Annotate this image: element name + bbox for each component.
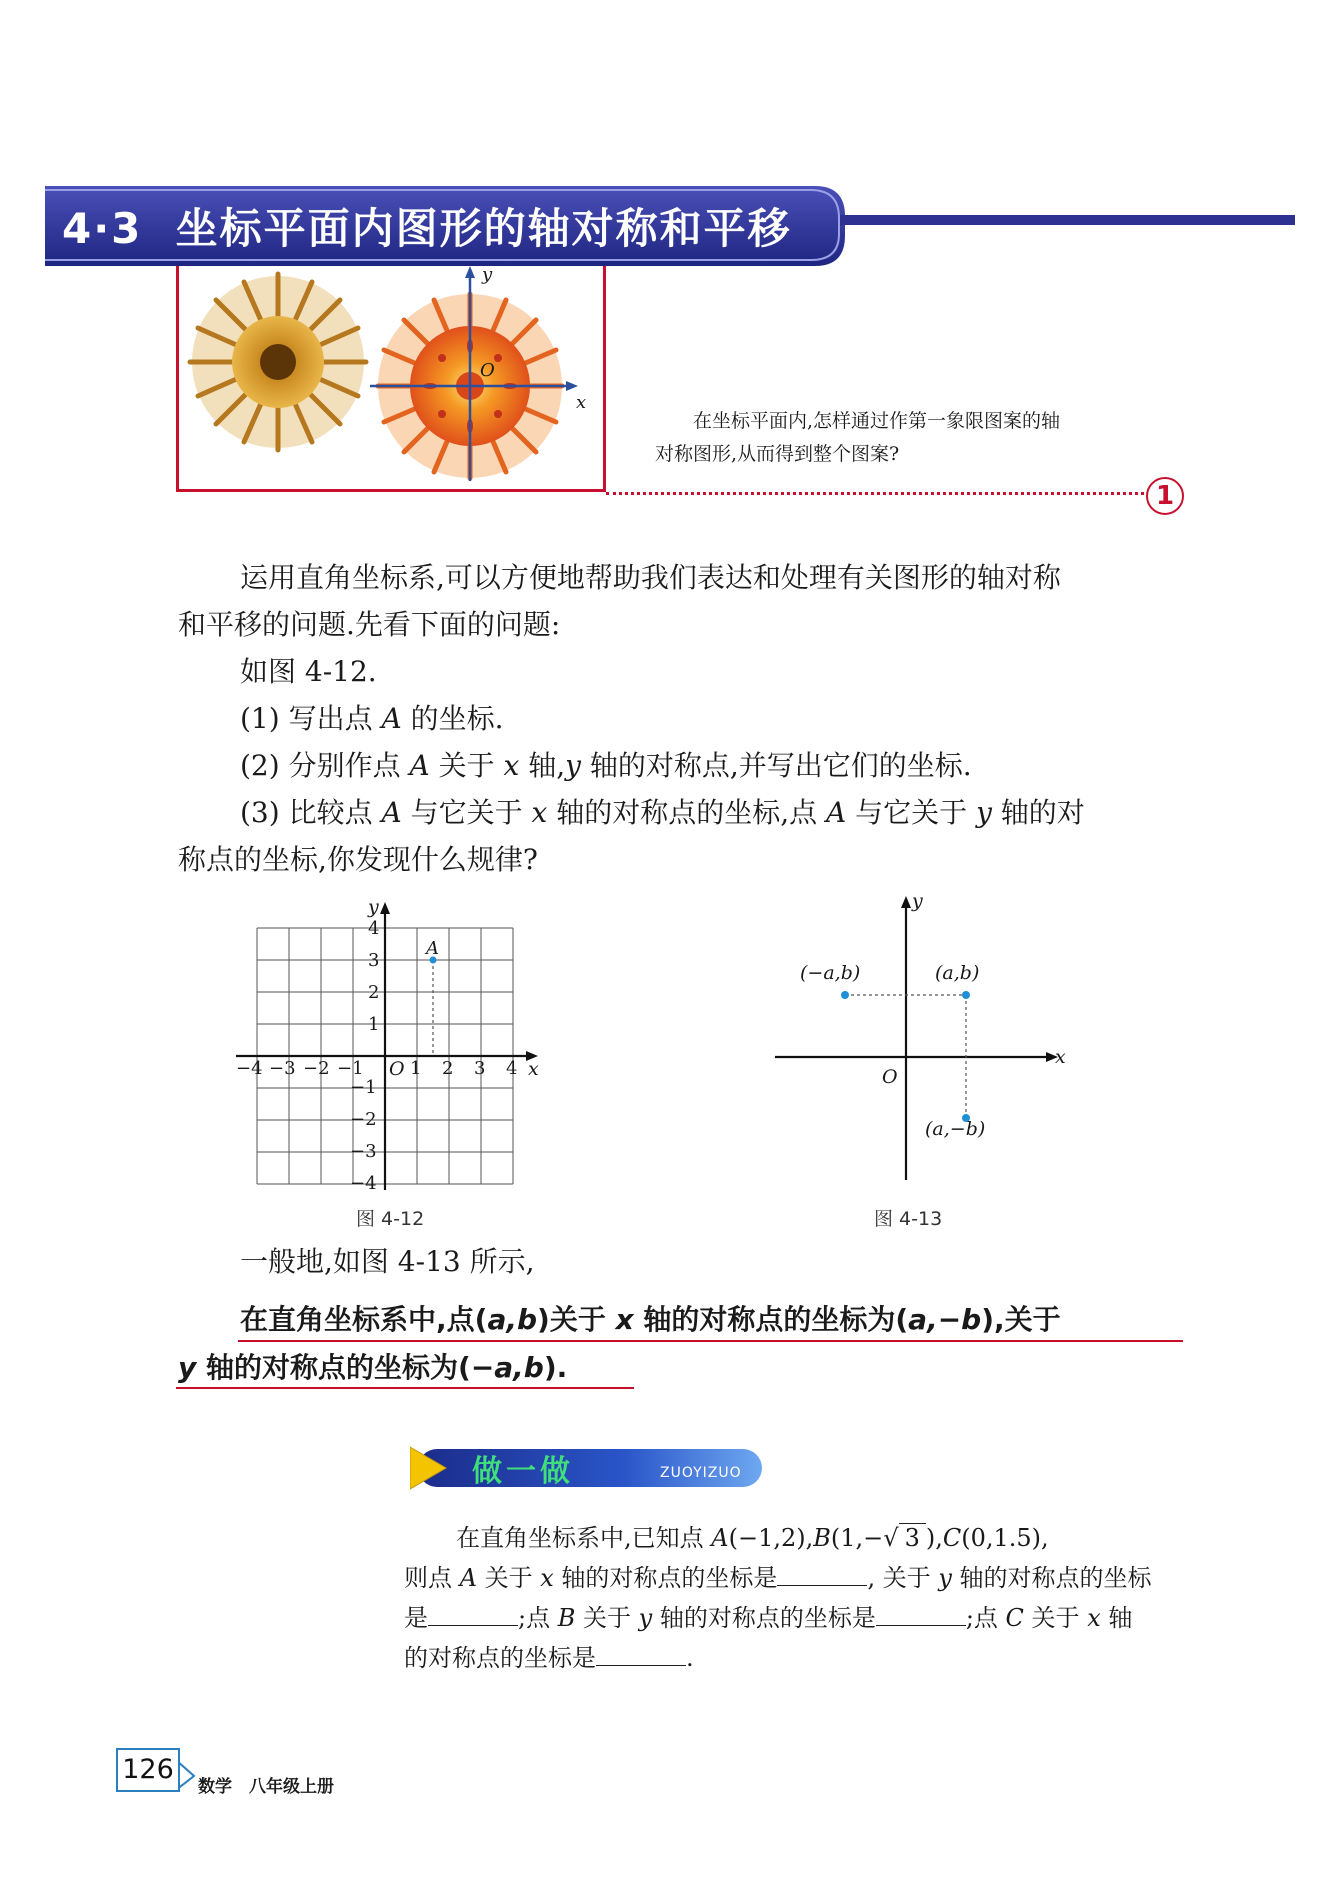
figure-4-12 (230, 900, 550, 1200)
intro-axis-y-label: y (482, 264, 493, 285)
answer-blank-3[interactable] (876, 1603, 966, 1626)
fig413-label-a-b: (a,b) (935, 962, 980, 984)
activity-pinyin: ZUOYIZUO (660, 1465, 742, 1481)
fig413-axes (775, 896, 1058, 1180)
q2-text-a: (2) 分别作点 (240, 749, 410, 782)
answer-blank-2[interactable] (428, 1603, 518, 1626)
fig412-point-a-label: A (426, 938, 439, 959)
fig412-x-tick-2: 2 (442, 1058, 454, 1079)
body-p1-line1: 运用直角坐标系,可以方便地帮助我们表达和处理有关图形的轴对称 (240, 561, 1061, 594)
concl-l1-c: 轴的对称点的坐标为( (633, 1303, 909, 1336)
q3-var1: A (381, 796, 402, 829)
concl-l1-b: )关于 (537, 1303, 616, 1336)
intro-question-line2: 对称图形,从而得到整个图案? (655, 443, 900, 465)
intro-axis-x-label: x (576, 392, 587, 413)
fig413-axis-y-label: y (912, 890, 923, 912)
fig412-y-tick-neg4: −4 (350, 1173, 377, 1194)
q1-text-a: (1) 写出点 (240, 702, 382, 735)
act-l1-C: C (942, 1524, 962, 1552)
section-badge-1: 1 (1146, 477, 1184, 515)
q2-text-d: 轴的对称点,并写出它们的坐标. (580, 749, 972, 782)
act-l2-e: 轴的对称点的坐标 (951, 1564, 1152, 1592)
act-l1-a: 在直角坐标系中,已知点 (456, 1524, 712, 1552)
header-rule (840, 215, 1295, 225)
concl-l2-y: y (178, 1351, 197, 1384)
question-2 (178, 742, 1250, 789)
q3-text-e: 轴的对 (991, 796, 1085, 829)
conclusion-underline-1 (238, 1340, 1183, 1342)
fig412-y-tick-neg2: −2 (350, 1109, 377, 1130)
fig412-y-tick-neg3: −3 (350, 1141, 377, 1162)
act-l2-c: 轴的对称点的坐标是 (553, 1564, 778, 1592)
fig413-label-neg-a-b: (−a,b) (800, 962, 861, 984)
question-3-line1 (178, 789, 1250, 836)
fig412-x-tick-4: 4 (506, 1058, 518, 1079)
act-l1-d: ), (925, 1524, 943, 1552)
answer-blank-4[interactable] (596, 1643, 686, 1666)
answer-blank-1[interactable] (777, 1563, 867, 1586)
act-l3-y: y (638, 1604, 653, 1632)
sqrt-radicand: 3 (899, 1523, 926, 1552)
fig412-y-tick-4: 4 (368, 918, 380, 939)
act-l2-y: y (938, 1564, 952, 1592)
fig412-x-tick-neg2: −2 (303, 1058, 330, 1079)
q3-text-c: 轴的对称点的坐标,点 (547, 796, 827, 829)
act-l3-B: B (557, 1604, 576, 1632)
fig412-caption: 图 4-12 (356, 1208, 425, 1230)
act-l2-x: x (540, 1564, 554, 1592)
act-l1-B: B (813, 1524, 831, 1552)
act-l2-a: 则点 (404, 1564, 460, 1592)
conclusion-line2 (178, 1344, 1188, 1391)
sqrt-symbol: √ 3 (883, 1523, 926, 1552)
act-l3-e: ;点 (965, 1604, 1006, 1632)
concl-l1-res: a,−b (908, 1303, 982, 1336)
fig412-y-tick-1: 1 (368, 1014, 380, 1035)
fig412-y-tick-2: 2 (368, 982, 380, 1003)
act-l3-C: C (1005, 1604, 1024, 1632)
intro-question-line1: 在坐标平面内,怎样通过作第一象限图案的轴 (693, 410, 1061, 432)
q2-text-b: 关于 (429, 749, 504, 782)
conclusion-underline-2 (176, 1387, 634, 1389)
left-flower (190, 274, 366, 450)
activity-line4 (404, 1638, 1189, 1678)
fig412-origin-label: O (389, 1058, 405, 1080)
fig413-caption: 图 4-13 (874, 1208, 943, 1230)
fig412-x-tick-neg3: −3 (269, 1058, 296, 1079)
concl-l1-ab: a,b (487, 1303, 538, 1336)
fig413-label-a-neg-b: (a,−b) (925, 1118, 986, 1140)
fig412-x-tick-1: 1 (410, 1058, 422, 1079)
act-l3-x: x (1087, 1604, 1101, 1632)
act-l3-a: 是 (404, 1604, 428, 1632)
q2-text-c: 轴, (519, 749, 566, 782)
q1-var: A (381, 702, 402, 735)
activity-line3 (404, 1598, 1189, 1638)
fig413-axis-x-label: x (1055, 1046, 1066, 1068)
fig412-x-tick-3: 3 (474, 1058, 486, 1079)
fig412-y-tick-3: 3 (368, 950, 380, 971)
q3-text-a: (3) 比较点 (240, 796, 382, 829)
q3-y: y (976, 796, 992, 829)
fig412-axis-y-label: y (368, 896, 379, 918)
q2-x: x (503, 749, 520, 782)
section-number: 4·3 (62, 204, 143, 253)
question-3-line2: 称点的坐标,你发现什么规律? (178, 843, 538, 876)
intro-question (655, 405, 1145, 471)
fig412-axes (236, 902, 538, 1190)
act-l4-b: . (686, 1644, 694, 1672)
general-statement: 一般地,如图 4-13 所示, (240, 1245, 535, 1278)
body-p2: 如图 4-12. (240, 655, 377, 688)
fig413-point-a-b (962, 991, 970, 999)
footer-book-title: 数学 八年级上册 (198, 1777, 334, 1797)
act-l3-g: 轴 (1100, 1604, 1133, 1632)
section-title (62, 196, 792, 256)
act-l3-d: 轴的对称点的坐标是 (652, 1604, 876, 1632)
act-l2-A: A (459, 1564, 477, 1592)
fig412-y-tick-neg1: −1 (350, 1077, 377, 1098)
fig412-axis-x-label: x (528, 1058, 539, 1080)
act-l2-b: 关于 (476, 1564, 541, 1592)
concl-l1-a: 在直角坐标系中,点( (240, 1303, 488, 1336)
conclusion-line1 (178, 1296, 1250, 1343)
fig413-origin-label: O (882, 1066, 898, 1088)
concl-l2-a: 轴的对称点的坐标为( (196, 1351, 471, 1384)
question-1 (178, 695, 1250, 742)
q3-var2: A (826, 796, 847, 829)
act-l1-A: A (711, 1524, 729, 1552)
concl-l2-b: ). (543, 1351, 568, 1384)
dotted-rule (606, 492, 1144, 495)
act-l4-a: 的对称点的坐标是 (404, 1644, 596, 1672)
intro-flowers-illustration (180, 266, 600, 488)
act-l3-c: 关于 (575, 1604, 639, 1632)
activity-title: 做一做 (472, 1454, 574, 1489)
section-title-text: 坐标平面内图形的轴对称和平移 (175, 204, 792, 253)
q2-y: y (565, 749, 581, 782)
q3-text-d: 与它关于 (846, 796, 977, 829)
page-number: 126 (116, 1748, 180, 1792)
act-l1-e: (0,1.5), (961, 1524, 1049, 1552)
act-l1-b: (−1,2), (728, 1524, 814, 1552)
figure-4-13 (770, 890, 1070, 1190)
q3-text-b: 与它关于 (401, 796, 532, 829)
q2-var: A (409, 749, 430, 782)
q1-text-b: 的坐标. (401, 702, 504, 735)
act-l1-c: (1,− (830, 1524, 884, 1552)
fig413-point-neg-a-b (841, 991, 849, 999)
activity-line2 (404, 1558, 1189, 1598)
act-l2-d: , 关于 (867, 1564, 939, 1592)
concl-l1-x: x (615, 1303, 634, 1336)
fig412-x-tick-neg1: −1 (337, 1058, 364, 1079)
intro-origin-label: O (480, 360, 495, 381)
q3-x: x (531, 796, 548, 829)
concl-l2-res: −a,b (470, 1351, 544, 1384)
fig412-x-tick-neg4: −4 (236, 1058, 263, 1079)
concl-l1-d: ),关于 (981, 1303, 1061, 1336)
act-l3-f: 关于 (1023, 1604, 1088, 1632)
body-p1-line2: 和平移的问题.先看下面的问题: (178, 608, 561, 641)
act-l3-b: ;点 (518, 1604, 558, 1632)
activity-line1 (404, 1518, 1241, 1558)
